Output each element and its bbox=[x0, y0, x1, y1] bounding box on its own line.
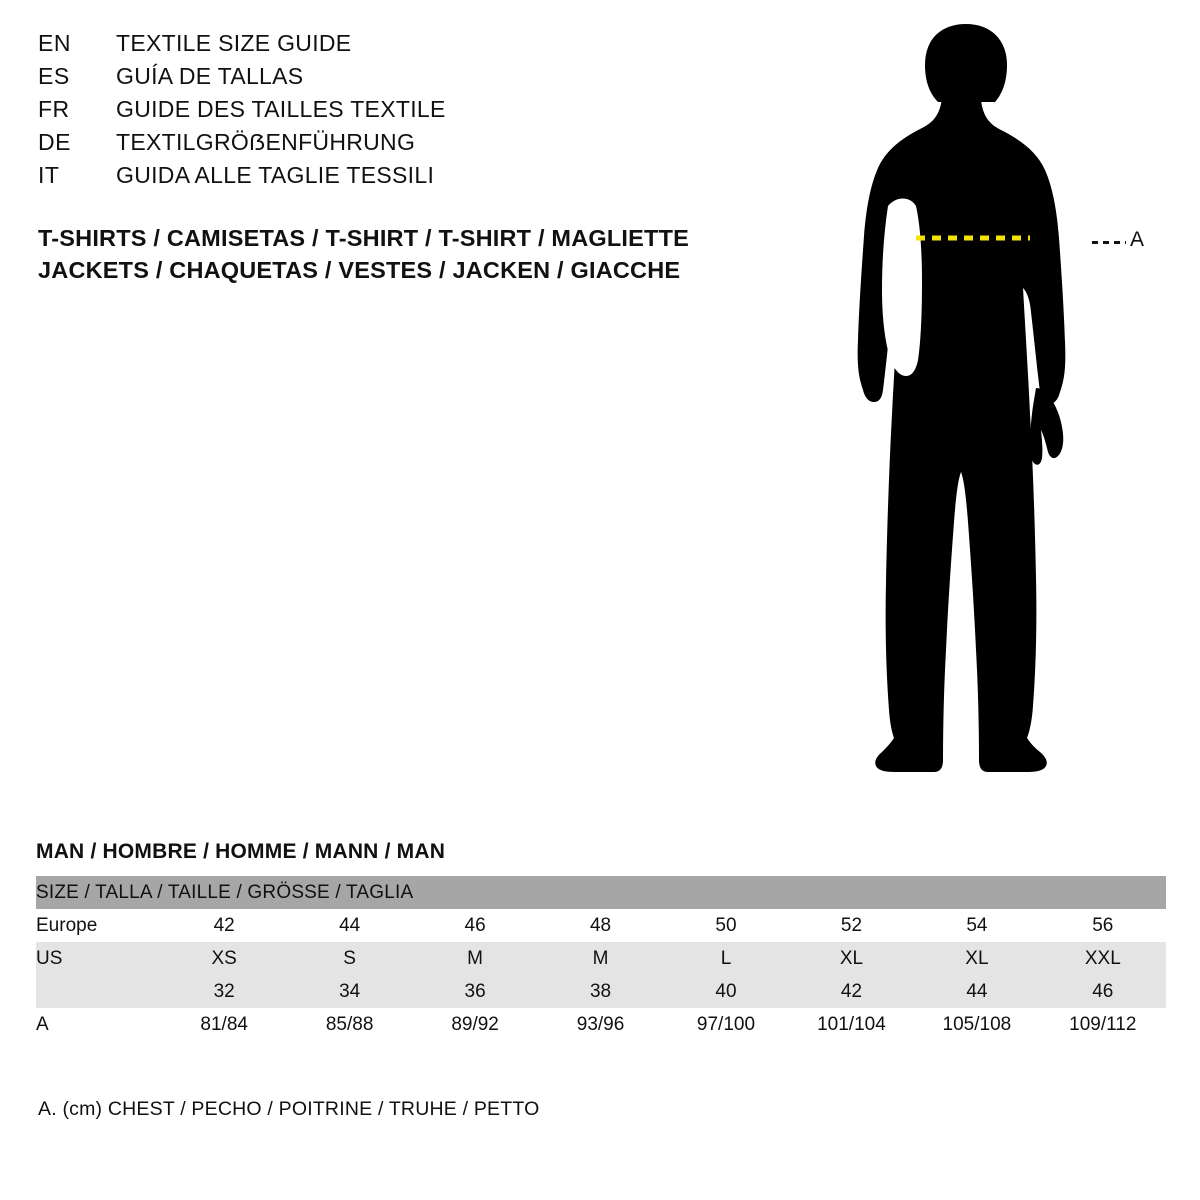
table-group-title: MAN / HOMBRE / HOMME / MANN / MAN bbox=[36, 840, 446, 863]
cell-value: 38 bbox=[538, 975, 663, 1008]
measure-label-a: A bbox=[1130, 228, 1145, 251]
language-title-block bbox=[38, 30, 778, 195]
cell-value: 34 bbox=[287, 975, 412, 1008]
cell-value: L bbox=[663, 942, 788, 975]
cell-value: 52 bbox=[789, 909, 914, 942]
table-row bbox=[36, 909, 1166, 942]
cell-value: 42 bbox=[789, 975, 914, 1008]
language-row bbox=[38, 162, 778, 195]
cell-value: 46 bbox=[1040, 975, 1166, 1008]
row-label: US bbox=[36, 942, 161, 975]
row-label: A bbox=[36, 1008, 161, 1041]
cell-value: 40 bbox=[663, 975, 788, 1008]
garment-line-jackets: JACKETS / CHAQUETAS / VESTES / JACKEN / GIACCHE bbox=[38, 257, 681, 283]
table-row bbox=[36, 942, 1166, 975]
language-row bbox=[38, 63, 778, 96]
male-silhouette-icon bbox=[830, 10, 1190, 800]
cell-value: 85/88 bbox=[287, 1008, 412, 1041]
garment-line-tshirts: T-SHIRTS / CAMISETAS / T-SHIRT / T-SHIRT / MAGLIETTE bbox=[38, 225, 689, 251]
language-code: DE bbox=[38, 129, 71, 155]
row-label: Europe bbox=[36, 909, 161, 942]
language-title: GUIDE DES TAILLES TEXTILE bbox=[116, 96, 446, 122]
cell-value: 105/108 bbox=[914, 1008, 1039, 1041]
cell-value: 48 bbox=[538, 909, 663, 942]
table-row bbox=[36, 1008, 1166, 1041]
cell-value: 44 bbox=[914, 975, 1039, 1008]
measure-leader-line bbox=[1092, 241, 1126, 244]
cell-value: M bbox=[412, 942, 537, 975]
cell-value: 42 bbox=[161, 909, 286, 942]
cell-value: M bbox=[538, 942, 663, 975]
garment-types bbox=[38, 222, 689, 286]
cell-value: XXL bbox=[1040, 942, 1166, 975]
language-title: TEXTILE SIZE GUIDE bbox=[116, 30, 352, 56]
cell-value: 81/84 bbox=[161, 1008, 286, 1041]
cell-value: 56 bbox=[1040, 909, 1166, 942]
size-table bbox=[36, 876, 1166, 1041]
cell-value: 109/112 bbox=[1040, 1008, 1166, 1041]
cell-value: 97/100 bbox=[663, 1008, 788, 1041]
language-title: GUIDA ALLE TAGLIE TESSILI bbox=[116, 162, 435, 188]
cell-value: 89/92 bbox=[412, 1008, 537, 1041]
row-label bbox=[36, 975, 161, 1008]
figure-illustration bbox=[830, 10, 1190, 800]
size-table-section bbox=[36, 840, 1166, 1041]
table-header-label: SIZE / TALLA / TAILLE / GRÖSSE / TAGLIA bbox=[36, 876, 1166, 909]
cell-value: S bbox=[287, 942, 412, 975]
language-row bbox=[38, 96, 778, 129]
cell-value: 50 bbox=[663, 909, 788, 942]
cell-value: 101/104 bbox=[789, 1008, 914, 1041]
language-code: IT bbox=[38, 162, 60, 188]
cell-value: XL bbox=[914, 942, 1039, 975]
cell-value: 54 bbox=[914, 909, 1039, 942]
language-code: FR bbox=[38, 96, 70, 122]
language-title: TEXTILGRÖẞENFÜHRUNG bbox=[116, 129, 416, 155]
cell-value: 36 bbox=[412, 975, 537, 1008]
language-row bbox=[38, 129, 778, 162]
table-row bbox=[36, 975, 1166, 1008]
table-header-row bbox=[36, 876, 1166, 909]
language-title: GUÍA DE TALLAS bbox=[116, 63, 304, 89]
language-row bbox=[38, 30, 778, 63]
cell-value: 32 bbox=[161, 975, 286, 1008]
language-code: ES bbox=[38, 63, 70, 89]
cell-value: 93/96 bbox=[538, 1008, 663, 1041]
cell-value: XL bbox=[789, 942, 914, 975]
cell-value: XS bbox=[161, 942, 286, 975]
language-code: EN bbox=[38, 30, 71, 56]
cell-value: 44 bbox=[287, 909, 412, 942]
measurement-footnote: A. (cm) CHEST / PECHO / POITRINE / TRUHE / PETTO bbox=[38, 1098, 540, 1120]
cell-value: 46 bbox=[412, 909, 537, 942]
